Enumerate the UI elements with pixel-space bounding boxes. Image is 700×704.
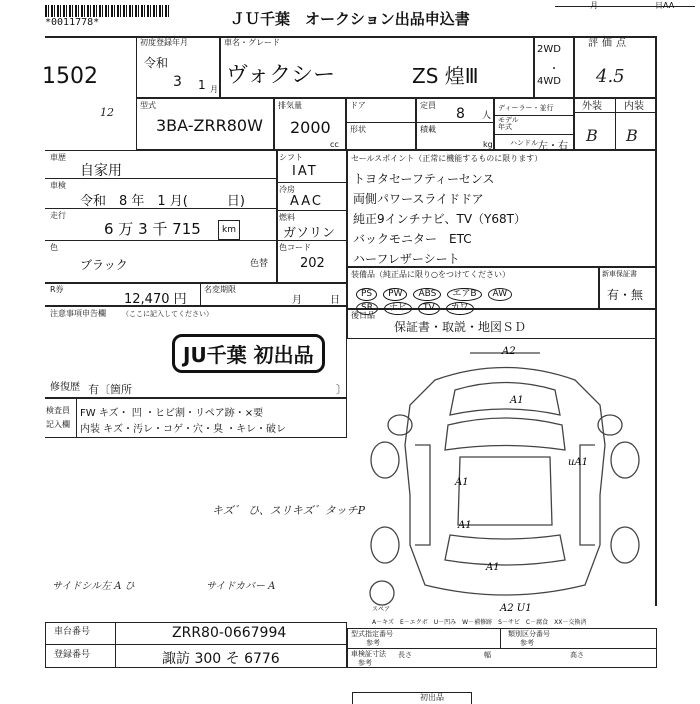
equip-ps: PS	[356, 288, 377, 301]
handle-label: ハンドル	[510, 139, 538, 147]
model-label: 型式	[140, 101, 156, 110]
reg-month-unit: 月	[210, 85, 218, 94]
load-label: 積載	[420, 125, 436, 134]
capacity-label: 定員	[420, 101, 436, 110]
paint-change-label: 色替	[250, 259, 269, 269]
exterior-grade: B	[586, 126, 598, 145]
hand-note-2: サイドシル左 A ひ	[52, 581, 135, 592]
recycle-value: 12,470 円	[124, 292, 187, 307]
diagram-top-note: A2	[502, 346, 516, 357]
selling-line-2: 両側パワースライドドア	[353, 192, 484, 206]
inspector-row-1: FW キズ・ 凹 ・ヒビ割・リペア跡・×要	[80, 408, 264, 419]
colorcode-label: 色コード	[279, 243, 311, 252]
inspector-label-1: 検査員	[46, 406, 70, 415]
equipment-label: 装備品（純正品に限り○をつけてください）	[351, 270, 510, 279]
dims-label: 車検証寸法	[351, 650, 386, 658]
fuel-value: ガソリン	[283, 226, 336, 241]
shift-value: IAT	[292, 164, 318, 179]
transfer-label: 名変期限	[204, 285, 236, 294]
type-number-label: 型式指定番号	[351, 630, 393, 638]
handle-options: 左・右	[538, 141, 568, 152]
drive-dot: ・	[549, 64, 559, 75]
equip-navi: ナビ	[384, 302, 412, 315]
history-label: 車歴	[50, 153, 66, 162]
car-grade: ZS 煌Ⅲ	[412, 64, 479, 88]
doors-label: ドア	[350, 101, 366, 110]
equip-pw: PW	[383, 288, 407, 301]
history-value: 自家用	[80, 163, 122, 179]
plate-value: 諏訪 300 そ 6776	[162, 651, 280, 667]
spare-label: スペア	[372, 606, 391, 613]
inspection-label: 車検	[50, 181, 66, 190]
serial-number: *0011778*	[45, 17, 100, 28]
equip-sr: SR	[356, 302, 378, 315]
reg-month: 1	[198, 78, 206, 92]
form-title: ＪＵ千葉 オークション出品申込書	[230, 10, 470, 28]
reg-label: 初度登録年月	[140, 38, 188, 47]
wheel-front-left	[371, 442, 399, 478]
equip-tv: TV	[418, 302, 440, 315]
date-month: 月	[590, 1, 598, 10]
displacement-value: 2000	[290, 118, 331, 137]
notes-stamp: JU千葉 初出品	[172, 334, 325, 373]
drive-2wd: 2WD	[537, 44, 561, 55]
shift-label: シフト	[279, 153, 303, 162]
windshield	[445, 418, 565, 450]
transfer-month: 月	[292, 295, 302, 306]
car-name: ヴォクシー	[226, 63, 336, 88]
inspector-row-2: 内装 キズ・汚レ・コゲ・穴・臭 ・キレ・破レ	[80, 424, 287, 435]
type-ref: 参考	[366, 639, 380, 647]
dealer-label: ディーラー・並行	[498, 104, 554, 112]
date-day: 日AA	[655, 1, 675, 10]
mirror-right	[598, 415, 622, 435]
model-year-label: モデル 年式	[498, 116, 519, 131]
mileage-label: 走行	[50, 211, 66, 220]
selling-line-4: バックモニター ETC	[353, 232, 472, 246]
diagram-rear-note: A1	[486, 562, 500, 573]
inspection-value: 令和 8 年 1 月( 日)	[80, 194, 245, 209]
selling-label: セールスポイント（正常に機能するものに限ります）	[351, 154, 543, 163]
mileage-value: 6 万 3 千 715	[104, 220, 201, 238]
transfer-day: 日	[330, 295, 340, 306]
equip-abs: ABS	[413, 288, 441, 301]
plate-label: 登録番号	[54, 650, 91, 660]
later-value: 保証書・取説・地図ＳＤ	[394, 320, 527, 334]
displacement-label: 排気量	[278, 101, 302, 110]
diagram-right-note: uA1	[568, 457, 589, 468]
repair-label: 修復歴	[50, 382, 80, 393]
height-label: 高さ	[570, 651, 584, 659]
diagram-left-note: A1	[455, 477, 469, 488]
equip-leather: カワ	[446, 302, 474, 315]
wheel-front-right	[611, 442, 639, 478]
width-label: 幅	[484, 651, 491, 659]
footer-text: 初出品	[420, 693, 444, 702]
equip-airbag: エアB	[447, 288, 481, 301]
displacement-unit: cc	[330, 140, 339, 149]
ac-value: AAC	[290, 194, 323, 209]
lot-number: 1502	[42, 64, 98, 89]
diagram-bottom-note: A2 U1	[500, 603, 532, 614]
notes-sub: （ここに記入してください）	[122, 310, 213, 318]
diagram-floor-note: A1	[458, 520, 472, 531]
mileage-unit: km	[222, 225, 236, 235]
repair-close: 〕	[336, 383, 347, 396]
car-outline	[405, 368, 605, 596]
notes-label: 注意事項申告欄	[50, 309, 106, 318]
car-damage-diagram	[360, 345, 650, 615]
hand-note-3: サイドカバー A	[206, 581, 276, 592]
hand-note-1: キズ゛ ひ、スリキズ゛タッチP	[212, 504, 366, 517]
color-label: 色	[50, 243, 58, 252]
later-label: 後日品	[351, 311, 375, 320]
load-unit: kg	[483, 140, 493, 149]
reg-era: 令和	[144, 56, 169, 70]
spare-tire	[370, 581, 394, 605]
selling-line-5: ハーフレザーシート	[353, 252, 460, 266]
damage-legend: A－キズ E－エクボ U－凹み W－補修跡 S－サビ C－腐食 XX－交換済	[372, 619, 587, 626]
score-label: 評価点	[588, 38, 630, 49]
drive-4wd: 4WD	[537, 76, 561, 87]
class-ref: 参考	[520, 639, 534, 647]
fuel-label: 燃料	[279, 213, 295, 222]
interior-label: 内装	[624, 101, 644, 112]
selling-line-3: 純正9インチナビ、TV（Y68T）	[353, 212, 526, 226]
length-label: 長さ	[398, 651, 412, 659]
shape-label: 形状	[350, 125, 366, 134]
repair-value: 有〔箇所	[88, 383, 132, 396]
model-value: 3BA-ZRR80W	[156, 116, 263, 135]
score-value: 4.5	[596, 66, 625, 87]
ac-label: 冷房	[279, 185, 295, 194]
dims-ref: 参考	[358, 659, 372, 667]
barcode	[45, 5, 170, 17]
new-warranty-value: 有・無	[607, 288, 644, 302]
lot-mark: 12	[100, 106, 114, 119]
class-number-label: 類別区分番号	[508, 630, 550, 638]
interior-grade: B	[626, 126, 638, 145]
equip-aw: AW	[488, 288, 513, 301]
new-warranty-label: 新車保証書	[602, 270, 637, 278]
carname-label: 車名・グレード	[224, 38, 280, 47]
mirror-left	[388, 415, 412, 435]
rear-window	[445, 535, 565, 565]
capacity-value: 8	[456, 106, 465, 122]
hood-outline	[450, 383, 560, 416]
exterior-label: 外装	[582, 101, 602, 112]
side-left	[415, 445, 430, 545]
chassis-value: ZRR80-0667994	[172, 625, 287, 641]
color-value: ブラック	[80, 258, 128, 272]
capacity-unit: 人	[482, 111, 492, 121]
selling-line-1: トヨタセーフティーセンス	[353, 172, 495, 186]
wheel-rear-left	[371, 527, 399, 563]
reg-year: 3	[173, 74, 182, 90]
roof	[458, 457, 552, 525]
recycle-label: R券	[50, 285, 64, 294]
diagram-hood-note: A1	[510, 395, 524, 406]
chassis-label: 車台番号	[54, 627, 91, 637]
colorcode-value: 202	[300, 256, 325, 271]
wheel-rear-right	[611, 527, 639, 563]
inspector-label-2: 記入欄	[46, 420, 70, 429]
